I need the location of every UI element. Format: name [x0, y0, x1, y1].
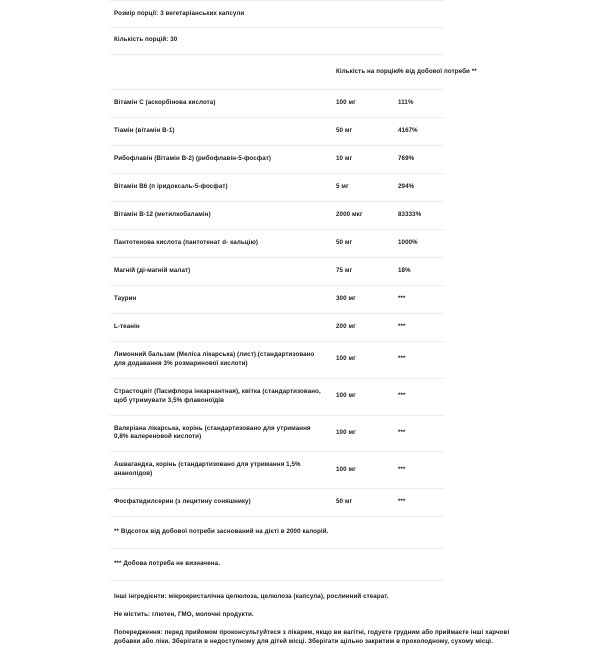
supplement-facts-inner: [110, 0, 510, 647]
nutrient-name: Фосфатидилсерин (з лецитину соняшнику): [110, 489, 332, 517]
nutrient-amount: 50 мг: [332, 229, 394, 257]
nutrient-daily-value: 1000%: [394, 229, 444, 257]
table-row: [110, 145, 444, 173]
nutrient-name: Вітамін C (аскорбінова кислота): [110, 89, 332, 117]
nutrient-daily-value: ***: [394, 285, 444, 313]
nutrient-amount: 200 мг: [332, 313, 394, 341]
nutrient-daily-value: 111%: [394, 89, 444, 117]
nutrient-name: L-теанін: [110, 313, 332, 341]
nutrient-amount: 100 мг: [332, 415, 394, 452]
warning-note: Попередження: перед прийомом проконсультуйтеся з лікарем, якщо ви вагітні, годуєте грудним або приймаєте інші харчові добавки або ліки. Зберігати в недоступному для дітей місці. Зберігати щільно закритим в прохолодному, сухому місці.: [114, 628, 510, 645]
nutrient-amount: 10 мг: [332, 145, 394, 173]
nutrient-daily-value: ***: [394, 378, 444, 415]
nutrient-amount: 5 мг: [332, 173, 394, 201]
additional-notes: [110, 581, 514, 647]
nutrient-daily-value: 294%: [394, 173, 444, 201]
nutrient-name: Тіамін (вітамін B-1): [110, 117, 332, 145]
free-from-note: Не містить: глютен, ГМО, молочні продукти.: [114, 610, 254, 618]
table-row: [110, 452, 444, 489]
nutrient-daily-value: ***: [394, 341, 444, 378]
table-row: [110, 173, 444, 201]
table-row: [110, 201, 444, 229]
table-row: [110, 117, 444, 145]
nutrient-name: Валеріана лікарська, корінь (стандартизовано для утримання 0,8% валереновой кислоти): [110, 415, 332, 452]
servings-per-container-row: Кількість порцій: 30: [110, 28, 444, 54]
table-row: [110, 89, 444, 117]
nutrient-amount: 100 мг: [332, 378, 394, 415]
nutrient-daily-value: ***: [394, 489, 444, 517]
nutrient-name: Вітамін B6 (п іридоксаль-5-фосфат): [110, 173, 332, 201]
supplement-facts-table: [110, 55, 477, 518]
nutrient-amount: 75 мг: [332, 257, 394, 285]
table-row: [110, 378, 444, 415]
nutrient-amount: 50 мг: [332, 117, 394, 145]
column-header-daily-value: % від добової потреби **: [394, 55, 444, 89]
table-row: [110, 285, 444, 313]
table-body: [110, 89, 444, 517]
nutrient-name: Лимонний бальзам (Меліса лікарська) (лист) (стандартизовано для додавання 3% розмаринової кислоти): [110, 341, 332, 378]
nutrient-name: Рибофлавін (Вітамін B-2) (рибофлавін-5-фосфат): [110, 145, 332, 173]
nutrient-daily-value: 18%: [394, 257, 444, 285]
nutrient-amount: 100 мг: [332, 452, 394, 489]
table-row: [110, 257, 444, 285]
table-head: [110, 55, 477, 89]
nutrient-daily-value: 4167%: [394, 117, 444, 145]
column-header-amount-per-serving: Кількість на порцію: [332, 55, 394, 89]
nutrient-amount: 300 мг: [332, 285, 394, 313]
nutrient-name: Вітамін B-12 (метилкобаламін): [110, 201, 332, 229]
table-row: [110, 341, 444, 378]
nutrient-daily-value: ***: [394, 313, 444, 341]
table-header-row: [110, 55, 444, 89]
nutrient-name: Страстоцвіт (Пасифлора інкарнантная), квітка (стандартизовано, щоб утримувати 3,5% флавоноїдів: [110, 378, 332, 415]
footnote-daily-value-not-established: *** Добова потреба не визначена.: [110, 549, 444, 581]
table-row: [110, 415, 444, 452]
nutrient-amount: 100 мг: [332, 89, 394, 117]
table-row: [110, 313, 444, 341]
nutrient-daily-value: ***: [394, 415, 444, 452]
nutrient-amount: 2000 мкг: [332, 201, 394, 229]
nutrient-amount: 50 мг: [332, 489, 394, 517]
nutrient-name: Пантотенова кислота (пантотенат d- кальцію): [110, 229, 332, 257]
nutrient-daily-value: 769%: [394, 145, 444, 173]
nutrient-name: Таурин: [110, 285, 332, 313]
nutrient-daily-value: ***: [394, 452, 444, 489]
table-row: [110, 489, 444, 517]
footnote-daily-value-basis: ** Відсоток від добової потреби заснований на дієті в 2000 калорій.: [110, 517, 444, 549]
column-header-nutrient: [110, 55, 332, 89]
nutrient-name: Ашвагандха, корінь (стандартизовано для утримання 1,5% ананолідов): [110, 452, 332, 489]
nutrient-daily-value: 83333%: [394, 201, 444, 229]
table-row: [110, 229, 444, 257]
other-ingredients-note: Інші інгредієнти: мікрокристалічна целюлоза, целюлоза (капсула), рослинний стеарат.: [114, 592, 389, 600]
nutrient-amount: 100 мг: [332, 341, 394, 378]
serving-size-row: Розмір порції: 3 вегетаріанських капсули: [110, 0, 444, 28]
nutrient-name: Магній (ді-магній малат): [110, 257, 332, 285]
